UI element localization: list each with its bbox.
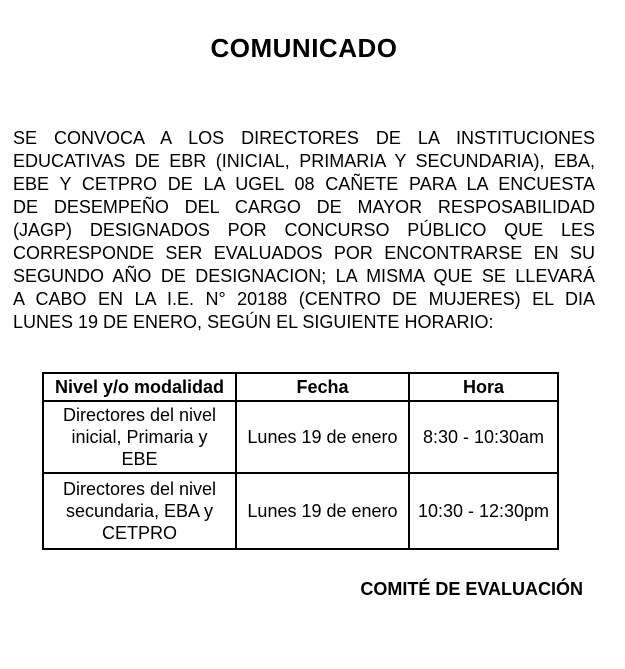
cell-fecha: Lunes 19 de enero [236, 473, 409, 549]
paragraph-line: DE DESEMPEÑO DEL CARGO DE MAYOR RESPOSABILIDAD [13, 197, 595, 217]
column-header-nivel: Nivel y/o modalidad [43, 373, 236, 401]
paragraph-line: LUNES 19 DE ENERO, SEGÚN EL SIGUIENTE HORARIO: [13, 312, 494, 332]
table-header-row [43, 373, 558, 401]
schedule-table [42, 372, 559, 550]
paragraph-line: A CABO EN LA I.E. N° 20188 (CENTRO DE MUJERES) EL DIA [13, 289, 595, 309]
paragraph-line: (JAGP) DESIGNADOS POR CONCURSO PÚBLICO QUE LES [13, 220, 595, 240]
announcement-paragraph [13, 127, 595, 334]
cell-hora: 8:30 - 10:30am [409, 401, 558, 473]
cell-nivel: Directores del nivel secundaria, EBA y CETPRO [43, 473, 236, 549]
document-title: COMUNICADO [210, 33, 398, 63]
paragraph-line: SE CONVOCA A LOS DIRECTORES DE LA INSTITUCIONES [13, 128, 595, 148]
cell-hora: 10:30 - 12:30pm [409, 473, 558, 549]
column-header-fecha: Fecha [236, 373, 409, 401]
paragraph-line: EBE Y CETPRO DE LA UGEL 08 CAÑETE PARA LA ENCUESTA [13, 174, 595, 194]
table-row [43, 401, 558, 473]
paragraph-line: EDUCATIVAS DE EBR (INICIAL, PRIMARIA Y SECUNDARIA), EBA, [13, 151, 595, 171]
column-header-hora: Hora [409, 373, 558, 401]
paragraph-line: SEGUNDO AÑO DE DESIGNACION; LA MISMA QUE SE LLEVARÁ [13, 266, 595, 286]
signature: COMITÉ DE EVALUACIÓN [360, 579, 583, 599]
table-row [43, 473, 558, 549]
paragraph-line: CORRESPONDE SER EVALUADOS POR ENCONTRARSE EN SU [13, 243, 595, 263]
cell-nivel: Directores del nivel inicial, Primaria y EBE [43, 401, 236, 473]
cell-fecha: Lunes 19 de enero [236, 401, 409, 473]
